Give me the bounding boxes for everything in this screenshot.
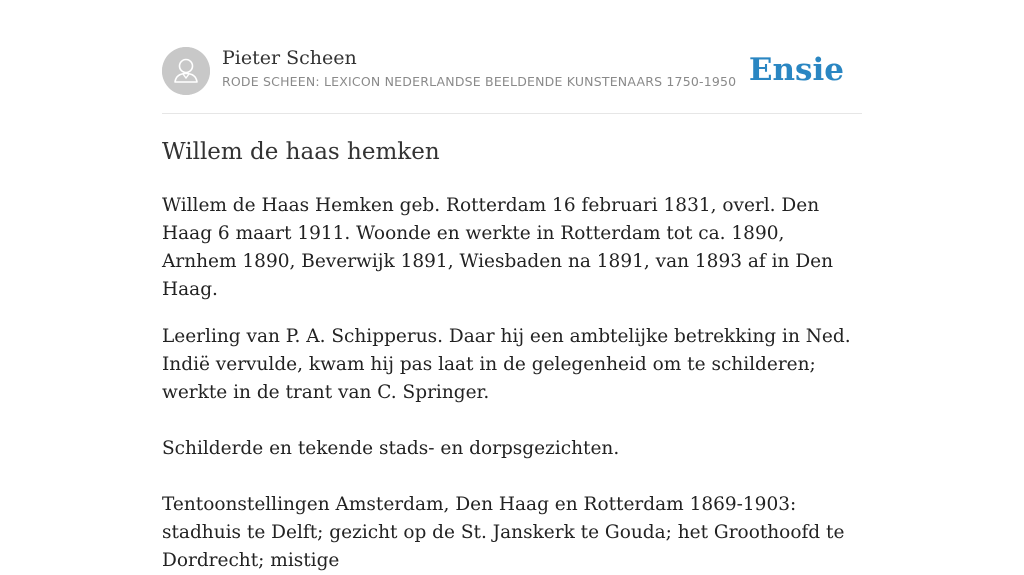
source-title[interactable]: RODE SCHEEN: LEXICON NEDERLANDSE BEELDENDE KUNSTENAARS 1750-1950 bbox=[222, 74, 737, 89]
entry-paragraph: Willem de Haas Hemken geb. Rotterdam 16 februari 1831, overl. Den Haag 6 maart 1911. Woonde en werkte in Rotterdam tot ca. 1890, Arnhem 1890, Beverwijk 1891, Wiesbaden na 1891, van 1893 af in Den Haag. bbox=[162, 195, 834, 300]
ensie-logo[interactable]: Ensie bbox=[748, 52, 844, 88]
entry-title: Willem de haas hemken bbox=[162, 139, 440, 165]
author-avatar[interactable] bbox=[162, 47, 210, 95]
entry-header bbox=[162, 46, 862, 96]
user-silhouette-icon bbox=[162, 47, 210, 95]
header-divider bbox=[162, 113, 862, 114]
entry-paragraph: Leerling van P. A. Schipperus. Daar hij een ambtelijke betrekking in Ned. Indië vervulde, kwam hij pas laat in de gelegenheid om te schilderen; werkte in de trant van C. Springer. bbox=[162, 326, 851, 403]
paragraph-gap bbox=[162, 463, 862, 491]
entry-paragraph: Schilderde en tekende stads- en dorpsgezichten. bbox=[162, 438, 620, 459]
paragraph-gap bbox=[162, 407, 862, 435]
author-name[interactable]: Pieter Scheen bbox=[222, 47, 357, 69]
entry-content bbox=[162, 136, 862, 575]
entry-paragraph: Tentoonstellingen Amsterdam, Den Haag en Rotterdam 1869-1903: stadhuis te Delft; gezicht op de St. Janskerk te Gouda; het Groothoofd te Dordrecht; mistige bbox=[162, 494, 845, 571]
